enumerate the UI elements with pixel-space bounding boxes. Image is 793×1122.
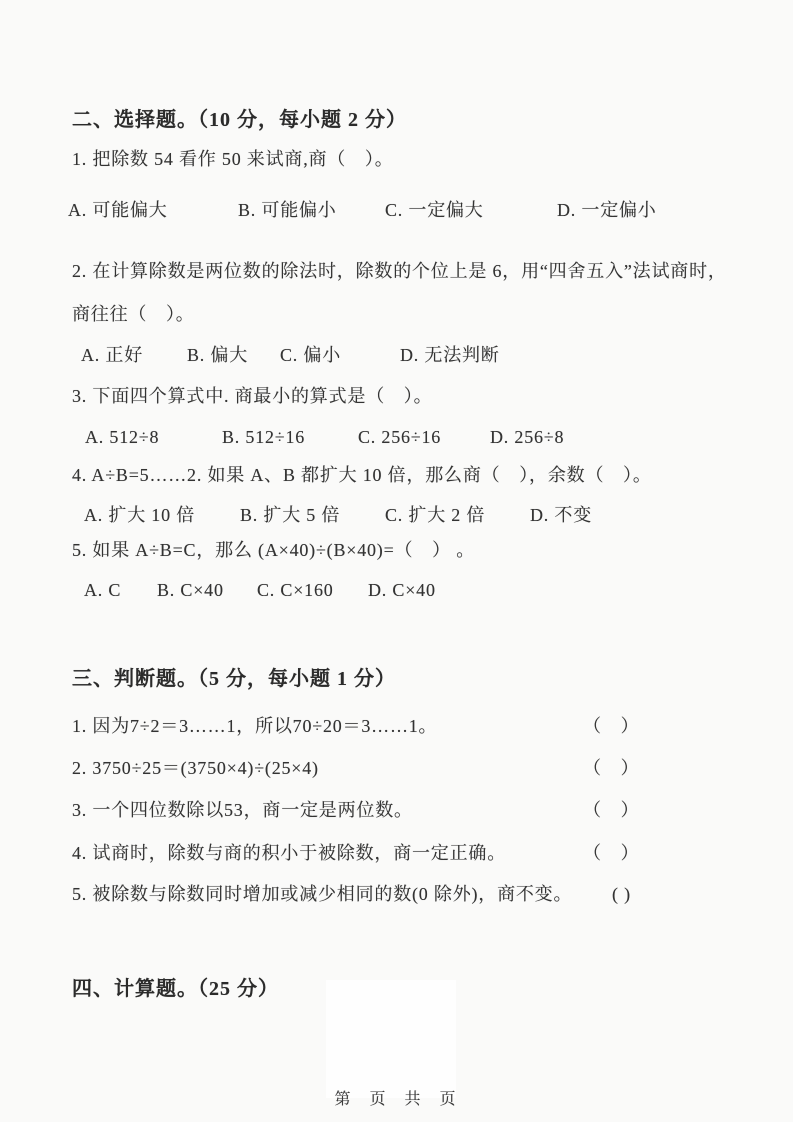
judge-item-1-blank: （ ）: [583, 716, 640, 736]
choice-q4-option-a: A. 扩大 10 倍: [84, 505, 195, 525]
choice-q3-stem: 3. 下面四个算式中. 商最小的算式是（ ）。: [72, 386, 433, 406]
scan-light-patch: [326, 980, 456, 1098]
choice-q4-option-b: B. 扩大 5 倍: [240, 505, 341, 525]
judge-item-2-blank: （ ）: [583, 758, 640, 778]
choice-q2-stem-line2: 商往往（ ）。: [72, 304, 195, 324]
choice-q5-option-c: C. C×160: [257, 580, 334, 600]
choice-q1-options: [0, 197, 793, 223]
judge-item-5-blank: ( ): [612, 884, 631, 904]
choice-q4-stem: 4. A÷B=5……2. 如果 A、B 都扩大 10 倍，那么商（ ），余数（ ）。: [72, 465, 652, 485]
judge-item-2: [0, 755, 793, 781]
choice-q2-option-a: A. 正好: [81, 345, 143, 365]
judge-item-4-blank: （ ）: [583, 843, 640, 863]
choice-q3-option-c: C. 256÷16: [358, 427, 442, 447]
judge-item-2-text: 2. 3750÷25＝(3750×4)÷(25×4): [72, 758, 319, 778]
choice-q5-options: [0, 577, 793, 603]
judge-item-4: [0, 840, 793, 866]
choice-q2-stem-line1: 2. 在计算除数是两位数的除法时，除数的个位上是 6，用“四舍五入”法试商时，: [72, 261, 727, 281]
judge-item-4-text: 4. 试商时，除数与商的积小于被除数，商一定正确。: [72, 843, 506, 863]
choice-q3-options: [0, 424, 793, 450]
choice-q4-option-d: D. 不变: [530, 505, 592, 525]
judge-item-1: [0, 713, 793, 739]
choice-q1-option-d: D. 一定偏小: [557, 200, 657, 220]
choice-q3-option-a: A. 512÷8: [85, 427, 160, 447]
choice-q1-stem: 1. 把除数 54 看作 50 来试商,商（ ）。: [72, 149, 394, 169]
choice-q4-option-c: C. 扩大 2 倍: [385, 505, 486, 525]
choice-q2-option-b: B. 偏大: [187, 345, 249, 365]
choice-q5-option-a: A. C: [84, 580, 122, 600]
choice-q5-stem: 5. 如果 A÷B=C，那么 (A×40)÷(B×40)=（ ） 。: [72, 540, 476, 560]
choice-q1-option-c: C. 一定偏大: [385, 200, 484, 220]
choice-q5-option-b: B. C×40: [157, 580, 224, 600]
judge-item-3: [0, 797, 793, 823]
judge-item-5: [0, 881, 793, 907]
choice-q2-options: [0, 342, 793, 368]
section-choice-title: 二、选择题。（10 分，每小题 2 分）: [72, 109, 407, 131]
section-judge-title: 三、判断题。（5 分，每小题 1 分）: [72, 668, 396, 690]
choice-q2-option-c: C. 偏小: [280, 345, 342, 365]
choice-q1-option-a: A. 可能偏大: [68, 200, 168, 220]
judge-item-3-blank: （ ）: [583, 800, 640, 820]
choice-q3-option-b: B. 512÷16: [222, 427, 306, 447]
choice-q5-option-d: D. C×40: [368, 580, 436, 600]
choice-q3-option-d: D. 256÷8: [490, 427, 565, 447]
judge-item-5-text: 5. 被除数与除数同时增加或减少相同的数(0 除外)，商不变。: [72, 884, 573, 904]
section-calc-title: 四、计算题。（25 分）: [72, 978, 279, 1000]
judge-item-1-text: 1. 因为7÷2＝3……1，所以70÷20＝3……1。: [72, 716, 438, 736]
choice-q1-option-b: B. 可能偏小: [238, 200, 337, 220]
page-footer: 第 页 共 页: [334, 1091, 459, 1108]
choice-q4-options: [0, 502, 793, 528]
choice-q2-option-d: D. 无法判断: [400, 345, 500, 365]
judge-item-3-text: 3. 一个四位数除以53，商一定是两位数。: [72, 800, 413, 820]
